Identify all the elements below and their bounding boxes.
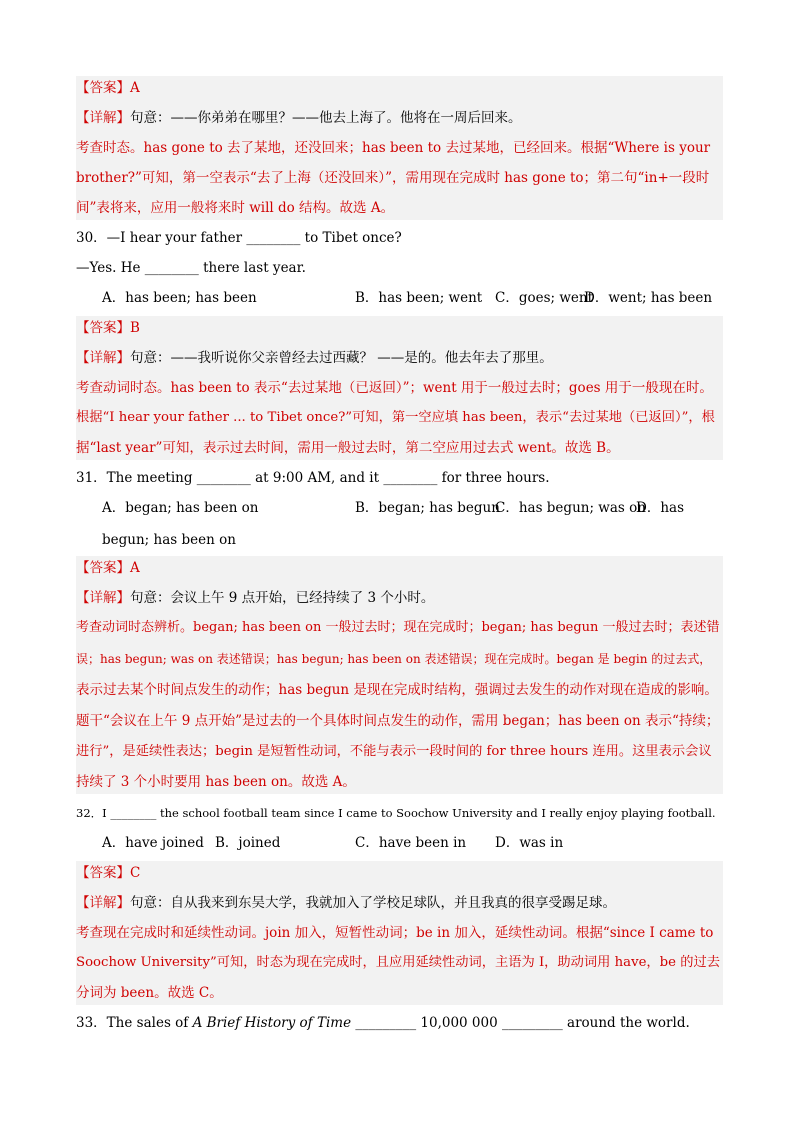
explanation-line: 间”表将来，应用一般将来时 will do 结构。故选 A。 (76, 200, 395, 216)
answer-label: 【答案】B (76, 320, 140, 336)
answer-block-31 (76, 556, 723, 794)
explanation-line: 根据“I hear your father ... to Tibet once?”可知，第一空应填 has been，表示“去过某地（已返回）”，根 (76, 410, 715, 425)
explanation-line: 题干“会议在上午 9 点开始”是过去的一个具体时间点发生的动作，需用 began；has been on 表示“持续； (76, 713, 720, 729)
option-d: D．has (636, 500, 684, 516)
question-30-stem-2: —Yes. He ________ there last year. (76, 260, 306, 276)
answer-block-30 (76, 316, 723, 460)
detail-line (76, 586, 434, 610)
explanation-line: 表示过去某个时间点发生的动作；has begun 是现在完成时结构，强调过去发生的动作对现在造成的影响。 (76, 682, 718, 698)
answer-block-32 (76, 861, 723, 1005)
explanation-line: 考查动词时态辨析。began; has been on 一般过去时；现在完成时；began; has begun 一般过去时；表述错 (76, 620, 720, 635)
book-title: A Brief History of Time (192, 1015, 352, 1031)
detail-text: 句意：自从我来到东吴大学，我就加入了学校足球队，并且我真的很享受踢足球。 (130, 895, 616, 911)
explanation-line: 误；has begun; was on 表述错误；has begun; has been on 表述错误；现在完成时。began 是 begin 的过去式， (76, 652, 712, 666)
detail-label: 【详解】 (76, 895, 130, 911)
answer-block-29 (76, 76, 723, 220)
option-d: D．went; has been (584, 290, 713, 306)
explanation-line: 据“last year”可知，表示过去时间，需用一般过去时，第二空应用过去式 went。故选 B。 (76, 440, 620, 456)
explanation-line: 持续了 3 个小时要用 has been on。故选 A。 (76, 774, 356, 790)
option-a: A．began; has been on (102, 500, 259, 516)
question-31-stem: 31．The meeting ________ at 9:00 AM, and it ________ for three hours. (76, 470, 550, 486)
stem-suffix: _________ 10,000 000 _________ around the world. (351, 1015, 690, 1031)
detail-label: 【详解】 (76, 110, 130, 126)
detail-text: 句意：——我听说你父亲曾经去过西藏？ ——是的。他去年去了那里。 (130, 350, 553, 366)
detail-label: 【详解】 (76, 350, 130, 366)
detail-line (76, 106, 522, 130)
option-b: B．has been; went (355, 290, 483, 306)
explanation-line: 进行”，是延续性表达；begin 是短暂性动词，不能与表示一段时间的 for three hours 连用。这里表示会议 (76, 744, 712, 759)
question-32-stem: 32．I ________ the school football team since I came to Soochow University and I really enjoy playing football. (76, 806, 716, 820)
question-33-stem (76, 1011, 690, 1035)
stem-prefix: 33．The sales of (76, 1015, 193, 1031)
detail-text: 句意：——你弟弟在哪里？——他去上海了。他将在一周后回来。 (130, 110, 522, 126)
detail-text: 句意：会议上午 9 点开始，已经持续了 3 个小时。 (130, 590, 435, 606)
option-d-continued: begun; has been on (102, 532, 236, 548)
option-c: C．goes; went (495, 290, 594, 306)
detail-line (76, 891, 616, 915)
answer-label: 【答案】C (76, 865, 141, 881)
explanation-line: 考查时态。has gone to 去了某地，还没回来；has been to 去过某地，已经回来。根据“Where is your (76, 140, 711, 156)
option-a: A．have joined (102, 835, 204, 851)
answer-label: 【答案】A (76, 560, 140, 576)
explanation-line: Soochow University”可知，时态为现在完成时，且应用延续性动词，主语为 I，助动词用 have，be 的过去 (76, 955, 720, 970)
option-c: C．has begun; was on (495, 500, 646, 516)
question-30-stem: 30．—I hear your father ________ to Tibet once? (76, 230, 402, 246)
explanation-line: 分词为 been。故选 C。 (76, 985, 223, 1001)
option-c: C．have been in (355, 835, 467, 851)
option-b: B．joined (215, 835, 281, 851)
explanation-line: 考查现在完成时和延续性动词。join 加入，短暂性动词；be in 加入，延续性动词。根据“since I came to (76, 925, 714, 941)
explanation-line: 考查动词时态。has been to 表示“去过某地（已返回）”；went 用于一般过去时；goes 用于一般现在时。 (76, 380, 713, 396)
answer-label: 【答案】A (76, 80, 140, 96)
detail-label: 【详解】 (76, 590, 130, 606)
option-a: A．has been; has been (102, 290, 257, 306)
explanation-line: brother?”可知，第一空表示“去了上海（还没回来）”，需用现在完成时 has gone to；第二句“in+一段时 (76, 170, 710, 186)
detail-line (76, 346, 553, 370)
option-b: B．began; has begun (355, 500, 500, 516)
option-d: D．was in (495, 835, 564, 851)
